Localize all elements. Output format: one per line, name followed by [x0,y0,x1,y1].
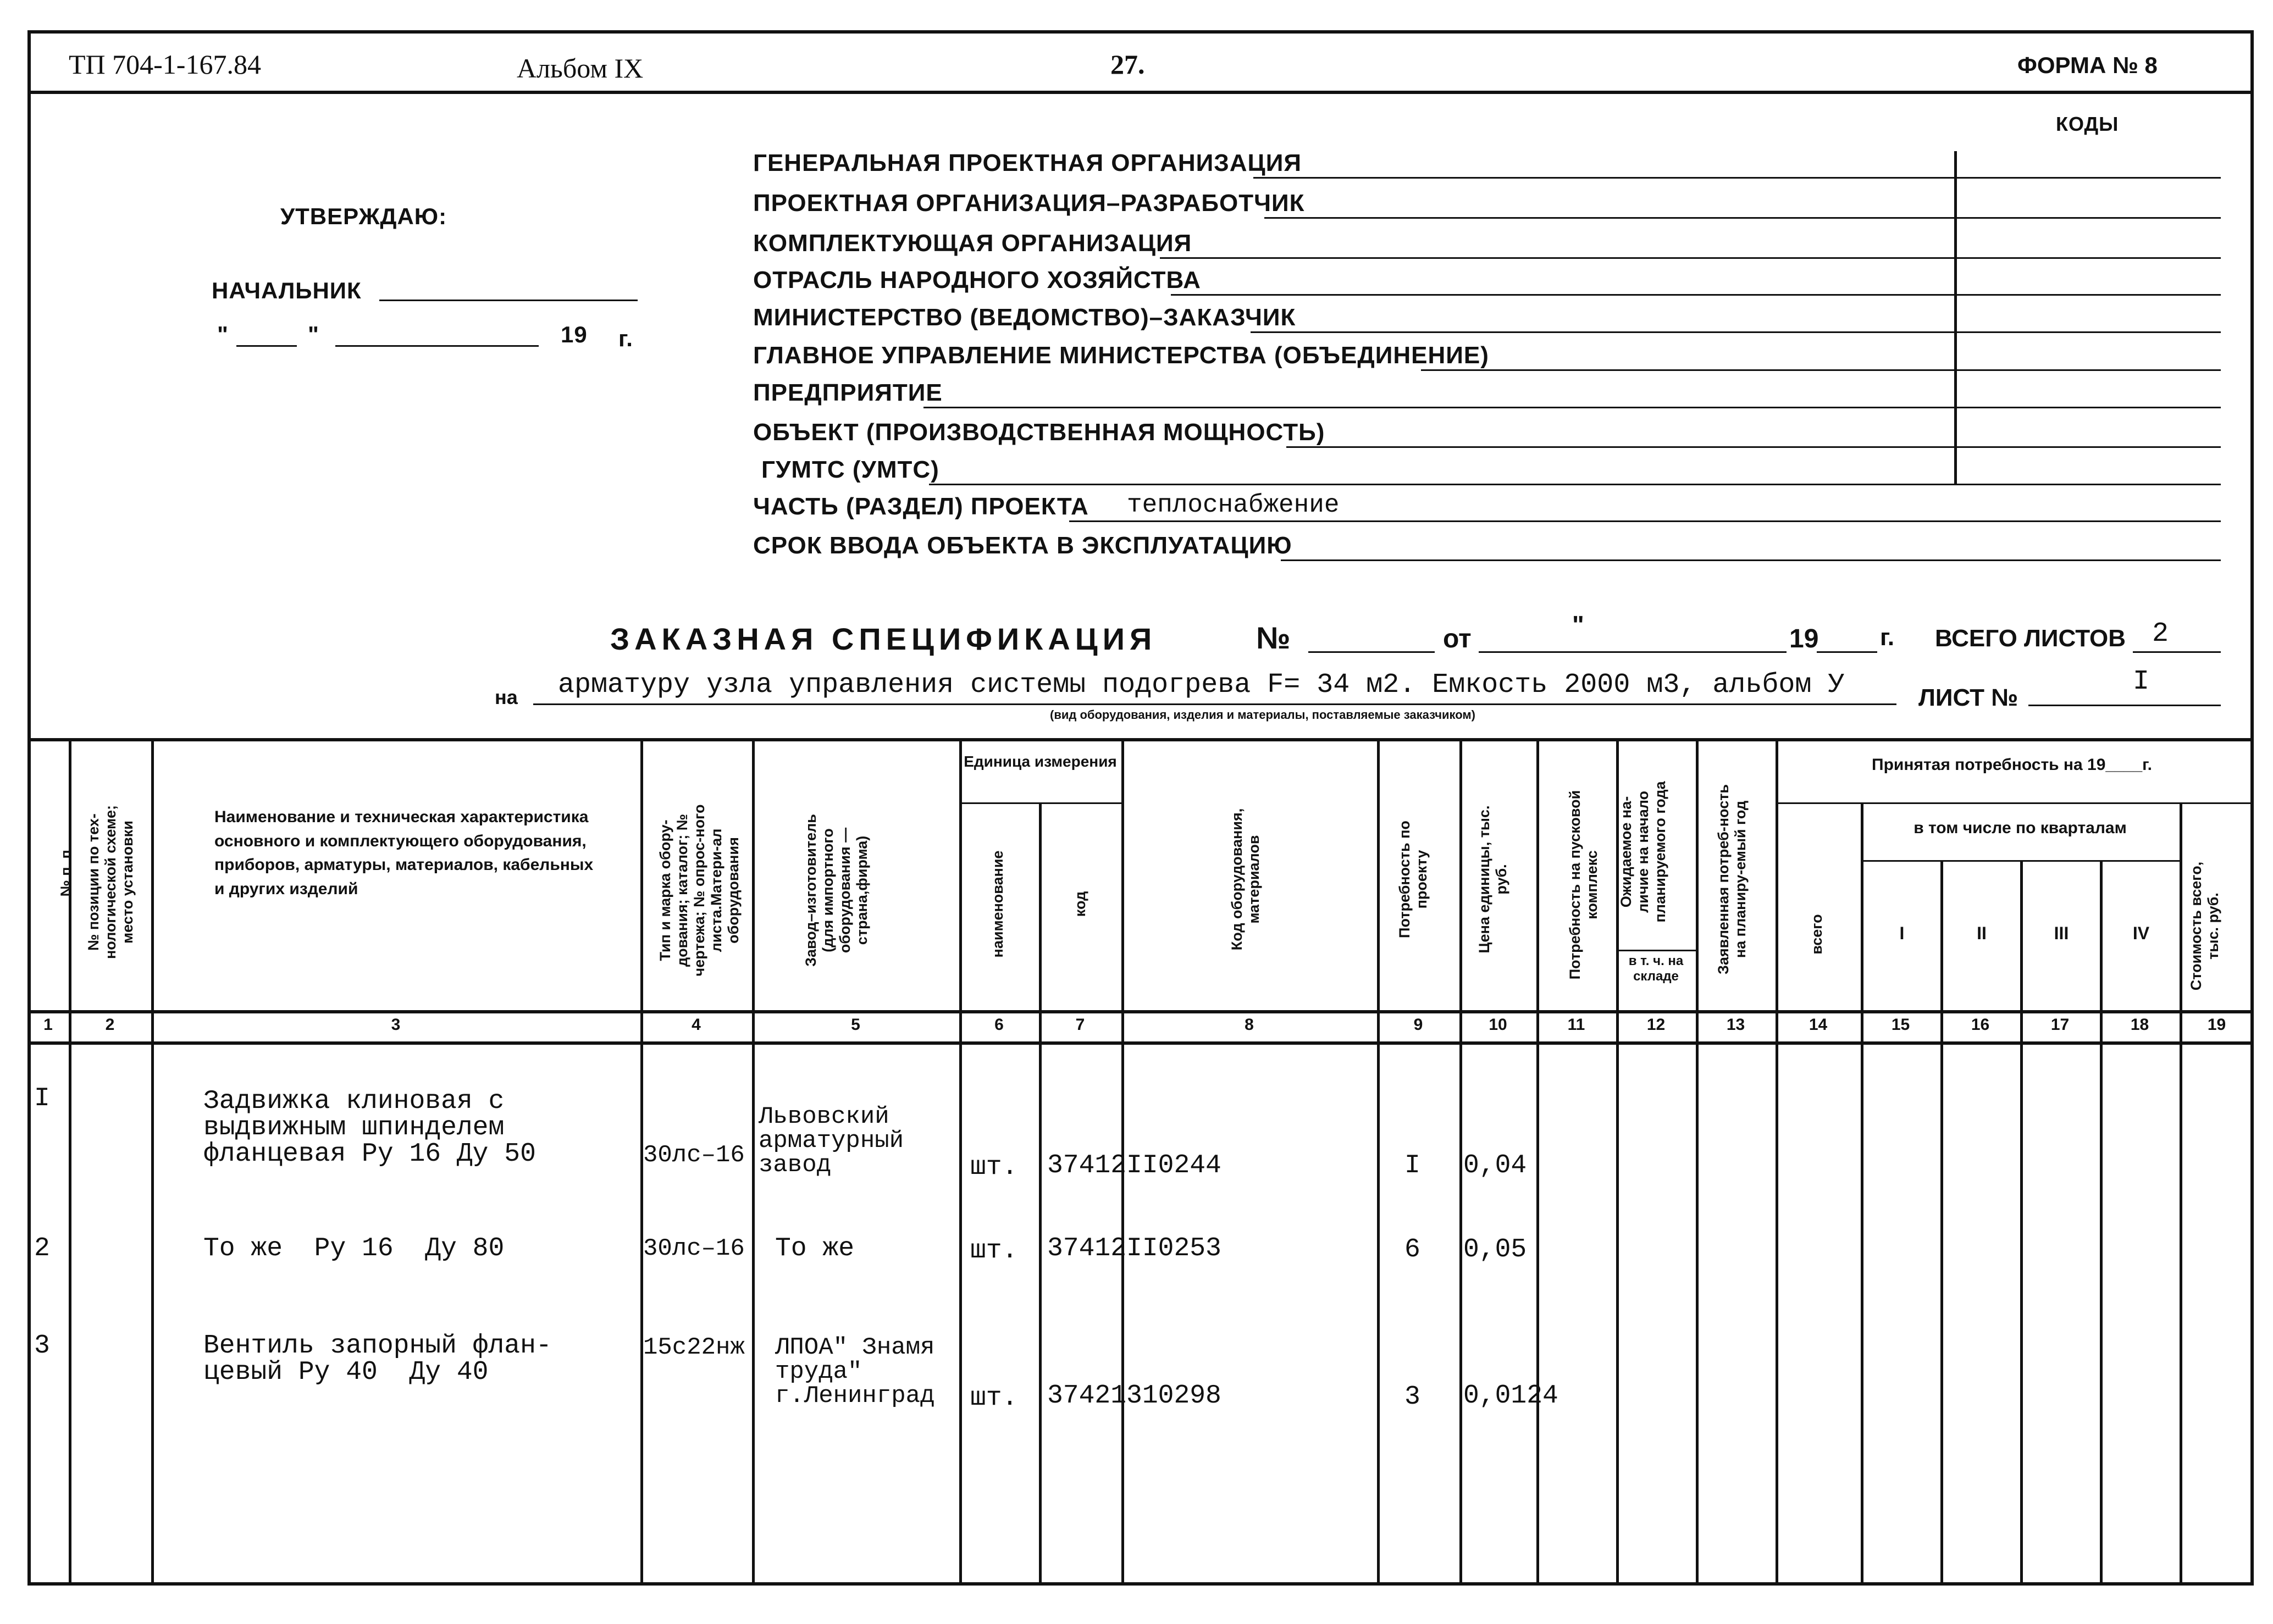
col-divider-4 [752,738,755,1586]
codes-label: КОДЫ [2056,113,2119,135]
month-line [335,345,539,347]
header-total: всего [1809,914,1825,955]
quarters-group-divider [1861,860,2180,862]
enterprise-label: ПРЕДПРИЯТИЕ [753,379,943,406]
colnum: 10 [1489,1016,1507,1034]
col-divider-15 [1940,860,1943,1586]
colnum: 13 [1726,1016,1745,1034]
row2-name: То же Ру 16 Ду 80 [203,1234,505,1263]
colnum: 14 [1809,1016,1828,1034]
codes-column-divider [1954,151,1957,484]
supply-org-line [1160,257,2221,259]
row1-type: 30лс–16 [643,1141,745,1169]
stock-subdivider [1616,950,1696,951]
header-name: Наименование и техническая характеристика основного и комплектующего оборудования, приборов, арматуры, материалов, кабельных и других изделий [214,808,594,898]
row3-number: 3 [34,1331,50,1361]
year-prefix: 19 [561,322,588,347]
header-type: Тип и марка обору-дования; каталог; № чертежа; № опрос-ного листа.Матери-ал оборудования [657,804,742,977]
colnum: 7 [1075,1016,1085,1034]
colnum: 16 [1971,1016,1990,1034]
table-top-border [27,738,2254,741]
col-divider-8 [1377,738,1380,1586]
accepted-group-divider [1776,802,2254,804]
row1-maker: Львовский арматурный завод [759,1103,904,1179]
row1-qty: I [1404,1151,1420,1180]
colnum: 2 [105,1016,115,1034]
header-position: № позиции по тех-нологической схеме; место установки [85,805,136,960]
commissioning-line [1281,559,2221,561]
col-divider-9 [1459,738,1462,1586]
main-directorate-label: ГЛАВНОЕ УПРАВЛЕНИЕ МИНИСТЕРСТВА (ОБЪЕДИНЕНИЕ) [753,342,1489,369]
col-divider-5 [959,738,962,1586]
developer-org-line [1264,217,2221,219]
date-quote-close: " [308,322,319,347]
year-suffix: г. [618,325,633,351]
approve-label: УТВЕРЖДАЮ: [280,203,447,229]
row3-name: Вентиль запорный флан- цевый Ру 40 Ду 40 [203,1331,552,1387]
colnum: 1 [43,1016,53,1034]
unit-group-divider [959,802,1121,804]
project-part-line [1069,520,2221,522]
header-stock: в т. ч. на складе [1628,954,1684,984]
row3-type: 15с22нж [643,1334,745,1361]
header-q4: IV [2132,923,2150,943]
spec-date-line [1479,651,1787,653]
commissioning-label: СРОК ВВОДА ОБЪЕКТА В ЭКСПЛУАТАЦИЮ [753,532,1292,559]
row2-unit: шт. [970,1236,1018,1266]
colnum: 15 [1891,1016,1910,1034]
day-line [236,345,297,347]
row2-qty: 6 [1404,1235,1420,1265]
spec-year-suffix: г. [1880,624,1895,651]
total-sheets-line [2133,651,2221,653]
main-directorate-line [1421,369,2221,371]
colnum: 4 [692,1016,701,1034]
header-declared: Заявленная потреб-ность на планиру-емый год [1715,784,1749,975]
table-colnum-bottom [27,1041,2254,1045]
page-number: 27. [1110,49,1145,80]
row3-maker: ЛПОА" Знамя труда" г.Ленинград [775,1334,935,1410]
row1-code: 37412II0244 [1047,1151,1221,1180]
gumts-label: ГУМТС (УМТС) [761,456,939,483]
colnum: 3 [391,1016,401,1034]
economy-branch-label: ОТРАСЛЬ НАРОДНОГО ХОЗЯЙСТВА [753,267,1201,293]
spec-subject-note: (вид оборудования, изделия и материалы, поставляемые заказчиком) [1050,708,1476,722]
col-divider-12 [1696,738,1699,1586]
row2-number: 2 [34,1234,50,1263]
supply-org-label: КОМПЛЕКТУЮЩАЯ ОРГАНИЗАЦИЯ [753,230,1192,257]
colnum: 6 [994,1016,1004,1034]
header-price: Цена единицы, тыс. руб. [1476,805,1510,954]
col-divider-2 [151,738,154,1586]
colnum: 8 [1245,1016,1254,1034]
object-line [1286,446,2221,448]
col-divider-16 [2020,860,2023,1586]
general-org-label: ГЕНЕРАЛЬНАЯ ПРОЕКТНАЯ ОРГАНИЗАЦИЯ [753,149,1302,176]
gumts-line [929,484,2221,485]
table-header-bottom [27,1010,2254,1013]
sheet-label: ЛИСТ № [1918,684,2018,711]
row1-price: 0,04 [1463,1151,1527,1180]
sheet-value: I [2133,666,2150,697]
spec-date-mark: " [1572,611,1584,639]
total-sheets-value: 2 [2152,618,2169,650]
row1-name: Задвижка клиновая с выдвижным шпинделем фланцевая Ру 16 Ду 50 [203,1087,536,1169]
chief-label: НАЧАЛЬНИК [212,278,362,303]
colnum: 9 [1413,1016,1423,1034]
header-q2: II [1977,923,1987,943]
row1-unit: шт. [970,1152,1018,1182]
spec-from-label: от [1443,624,1472,653]
date-quote-open: " [217,322,229,347]
spec-year-line [1817,651,1877,653]
spec-subject: арматуру узла управления системы подогрева F= 34 м2. Емкость 2000 м3, альбом У [558,669,1845,701]
project-part-label: ЧАСТЬ (РАЗДЕЛ) ПРОЕКТА [753,493,1089,520]
header-unit-group: Единица измерения [964,753,1117,770]
form-number: ФОРМА № 8 [2017,52,2158,78]
header-startup: Потребность на пусковой комплекс [1567,790,1601,980]
row1-number: I [34,1084,50,1113]
ministry-line [1251,331,2221,333]
header-q1: I [1899,923,1905,943]
album-label: Альбом IX [517,53,644,84]
ministry-label: МИНИСТЕРСТВО (ВЕДОМСТВО)–ЗАКАЗЧИК [753,304,1296,331]
spec-on-label: на [495,686,518,708]
document-code: ТП 704-1-167.84 [69,49,261,80]
enterprise-line [923,407,2221,408]
row3-code: 37421310298 [1047,1381,1221,1411]
header-row-number: № п. п. [58,845,74,897]
object-label: ОБЪЕКТ (ПРОИЗВОДСТВЕННАЯ МОЩНОСТЬ) [753,419,1325,446]
header-expected: Ожидаемое на-личие на начало планируемого года [1618,781,1669,923]
col-divider-18 [2180,802,2182,1586]
spec-number-label: № [1256,620,1291,655]
header-quarters-group: в том числе по кварталам [1913,819,2127,837]
economy-branch-line [1171,294,2221,296]
col-divider-6 [1039,802,1042,1586]
row2-type: 30лс–16 [643,1235,745,1262]
header-divider [27,91,2254,94]
total-sheets-label: ВСЕГО ЛИСТОВ [1935,625,2126,652]
header-need: Потребность по проекту [1396,821,1430,938]
developer-org-label: ПРОЕКТНАЯ ОРГАНИЗАЦИЯ–РАЗРАБОТЧИК [753,190,1305,217]
col-divider-17 [2100,860,2103,1586]
colnum: 12 [1646,1016,1666,1034]
chief-signature-line [379,300,638,301]
header-q3: III [2054,923,2069,943]
sheet-line [2028,705,2221,706]
header-unit-name: наименование [989,850,1006,958]
colnum: 11 [1567,1016,1585,1034]
row2-maker: То же [775,1234,855,1263]
colnum: 18 [2130,1016,2149,1034]
general-org-line [1253,177,2221,179]
colnum: 19 [2207,1016,2226,1034]
header-accepted-group: Принятая потребность на 19____г. [1872,756,2152,774]
header-maker: Завод–изготовитель (для импортного оборудования —страна,фирма) [803,814,871,967]
spec-year-label: 19 [1789,624,1819,653]
col-divider-14 [1861,802,1863,1586]
project-part-value: теплоснабжение [1127,491,1340,519]
colnum: 17 [2050,1016,2070,1034]
spec-title: ЗАКАЗНАЯ СПЕЦИФИКАЦИЯ [610,622,1157,656]
header-cost: Стоимость всего, тыс. руб. [2188,861,2222,991]
row2-price: 0,05 [1463,1235,1527,1265]
col-divider-10 [1536,738,1539,1586]
row2-code: 37412II0253 [1047,1234,1221,1263]
row3-unit: шт. [970,1383,1018,1413]
colnum: 5 [851,1016,860,1034]
row3-price: 0,0124 [1463,1381,1558,1411]
header-equipment-code: Код оборудования, материалов [1229,808,1263,951]
spec-subject-line [533,703,1896,705]
row3-qty: 3 [1404,1382,1420,1412]
spec-number-line [1308,651,1435,653]
header-unit-code: код [1072,891,1088,917]
